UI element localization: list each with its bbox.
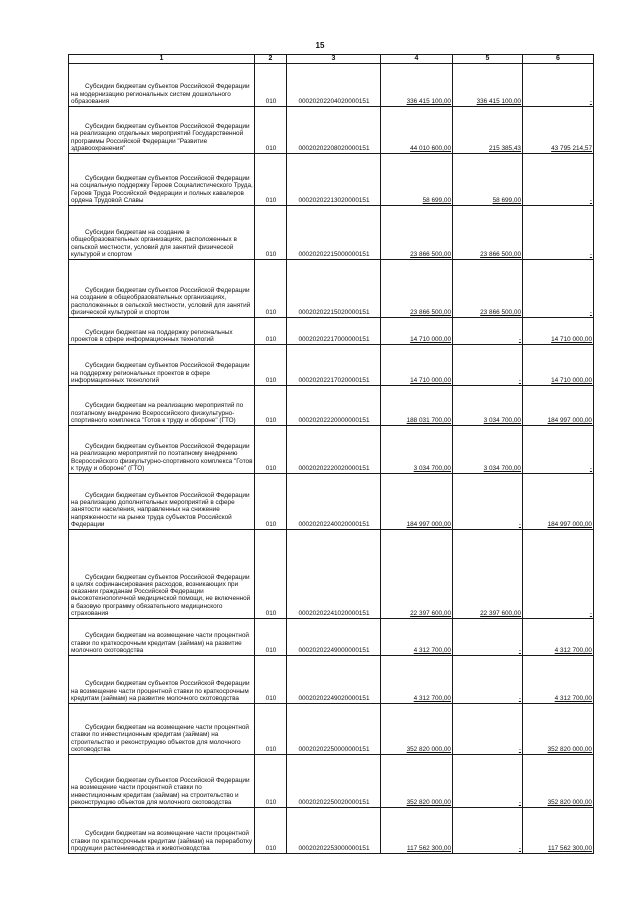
row-description-text: Субсидии бюджетам субъектов Российской Федерации на возмещение части процентной ставки по инвестиционным кредитам (займам) на строительство и реконструкцию объектов для молочного скотоводства bbox=[71, 777, 250, 806]
row-description-text: Субсидии бюджетам на поддержку региональных проектов в сфере информационных технологий bbox=[71, 328, 233, 343]
page-number: 15 bbox=[315, 41, 325, 50]
row-amount-col6-text: - bbox=[589, 308, 592, 316]
row-amount-col5 bbox=[453, 318, 523, 345]
row-amount-col5 bbox=[453, 386, 523, 426]
row-amount-col4 bbox=[381, 755, 453, 808]
table-row bbox=[69, 64, 594, 107]
column-header: 6 bbox=[523, 55, 594, 64]
row-budget-code: 00020202215020000151 bbox=[287, 260, 381, 318]
row-budget-code: 00020202241020000151 bbox=[287, 530, 381, 619]
row-amount-col5 bbox=[453, 704, 523, 755]
row-amount-col6-text: 117 562 300,00 bbox=[548, 844, 592, 852]
table-row bbox=[69, 426, 594, 474]
row-amount-col5 bbox=[453, 656, 523, 704]
row-amount-col4-text: 3 034 700,00 bbox=[413, 464, 451, 472]
row-budget-code: 00020202220000000151 bbox=[287, 386, 381, 426]
table-row bbox=[69, 345, 594, 386]
row-amount-col5 bbox=[453, 619, 523, 656]
row-amount-col5-text: - bbox=[518, 376, 521, 384]
table-row bbox=[69, 318, 594, 345]
row-amount-col4 bbox=[381, 107, 453, 154]
table-row bbox=[69, 474, 594, 530]
row-amount-col4-text: 58 699,00 bbox=[422, 196, 451, 204]
row-amount-col4 bbox=[381, 808, 453, 854]
row-line-code: 010 bbox=[255, 345, 287, 386]
row-description-text: Субсидии бюджетам субъектов Российской Федерации на модернизацию региональных систем дошкольного образования bbox=[71, 83, 250, 105]
row-amount-col5-text: - bbox=[518, 745, 521, 753]
row-description-text: Субсидии бюджетам субъектов Российской Федерации на поддержку региональных проектов в сфере информационных технологий bbox=[71, 362, 250, 384]
row-amount-col5-text: - bbox=[518, 646, 521, 654]
row-amount-col6-text: - bbox=[589, 196, 592, 204]
row-amount-col4 bbox=[381, 704, 453, 755]
row-line-code: 010 bbox=[255, 206, 287, 260]
column-header: 3 bbox=[287, 55, 381, 64]
row-amount-col4 bbox=[381, 656, 453, 704]
table-row bbox=[69, 206, 594, 260]
row-amount-col6-text: 352 820 000,00 bbox=[547, 745, 592, 753]
row-line-code: 010 bbox=[255, 260, 287, 318]
column-header: 2 bbox=[255, 55, 287, 64]
row-amount-col4 bbox=[381, 260, 453, 318]
row-amount-col6 bbox=[523, 808, 594, 854]
row-amount-col5 bbox=[453, 474, 523, 530]
row-amount-col6-text: 184 997 000,00 bbox=[547, 416, 592, 424]
table-row bbox=[69, 808, 594, 854]
row-description bbox=[69, 386, 255, 426]
row-amount-col5 bbox=[453, 260, 523, 318]
row-description-text: Субсидии бюджетам на возмещение части процентной ставки по инвестиционным кредитам (займам) на строительство и реконструкцию объектов для молочного скотоводства bbox=[71, 724, 249, 753]
row-amount-col5 bbox=[453, 345, 523, 386]
row-amount-col6 bbox=[523, 530, 594, 619]
row-amount-col4-text: 352 820 000,00 bbox=[406, 798, 451, 806]
row-description bbox=[69, 318, 255, 345]
row-budget-code: 00020202217000000151 bbox=[287, 318, 381, 345]
row-amount-col6 bbox=[523, 345, 594, 386]
row-amount-col5-text: 3 034 700,00 bbox=[483, 416, 521, 424]
row-description-text: Субсидии бюджетам субъектов Российской Федерации на реализацию отдельных мероприятий Государственной программы Российской Федерации "Развитие здравоохранения" bbox=[71, 123, 250, 152]
row-description bbox=[69, 808, 255, 854]
row-amount-col6-text: 14 710 000,00 bbox=[551, 376, 592, 384]
row-amount-col6 bbox=[523, 426, 594, 474]
column-header-row bbox=[69, 55, 594, 64]
row-amount-col6-text: - bbox=[589, 250, 592, 258]
row-amount-col4 bbox=[381, 345, 453, 386]
row-amount-col5-text: 58 699,00 bbox=[492, 196, 521, 204]
table-row bbox=[69, 107, 594, 154]
row-description-text: Субсидии бюджетам субъектов Российской Федерации на социальную поддержку Героев Социалистического Труда, Героев Труда Российской Федерации и полных кавалеров ордена Трудовой Славы bbox=[71, 175, 253, 204]
row-line-code: 010 bbox=[255, 619, 287, 656]
row-description bbox=[69, 656, 255, 704]
row-amount-col6 bbox=[523, 474, 594, 530]
table-row bbox=[69, 656, 594, 704]
row-amount-col4 bbox=[381, 318, 453, 345]
row-amount-col5-text: 23 866 500,00 bbox=[480, 308, 521, 316]
table-row bbox=[69, 704, 594, 755]
row-description-text: Субсидии бюджетам субъектов Российской Федерации на создание в общеобразовательных организациях, расположенных в сельской местности, условий для занятий физической культурой и спортом bbox=[71, 287, 251, 316]
row-amount-col5-text: 336 415 100,00 bbox=[476, 97, 521, 105]
row-amount-col4-text: 14 710 000,00 bbox=[410, 376, 451, 384]
row-line-code: 010 bbox=[255, 386, 287, 426]
row-amount-col4 bbox=[381, 530, 453, 619]
row-budget-code: 00020202217020000151 bbox=[287, 345, 381, 386]
row-amount-col5-text: - bbox=[518, 520, 521, 528]
row-amount-col4-text: 352 820 000,00 bbox=[406, 745, 451, 753]
row-budget-code: 00020202249000000151 bbox=[287, 619, 381, 656]
row-line-code: 010 bbox=[255, 426, 287, 474]
row-budget-code: 00020202240020000151 bbox=[287, 474, 381, 530]
row-budget-code: 00020202220020000151 bbox=[287, 426, 381, 474]
row-amount-col5-text: - bbox=[518, 844, 521, 852]
row-amount-col6 bbox=[523, 206, 594, 260]
row-amount-col4-text: 22 397 600,00 bbox=[410, 609, 451, 617]
row-line-code: 010 bbox=[255, 154, 287, 206]
row-budget-code: 00020202249020000151 bbox=[287, 656, 381, 704]
row-amount-col4 bbox=[381, 154, 453, 206]
row-amount-col5 bbox=[453, 107, 523, 154]
row-amount-col4-text: 44 010 600,00 bbox=[410, 144, 451, 152]
row-amount-col6-text: - bbox=[589, 97, 592, 105]
row-amount-col6 bbox=[523, 619, 594, 656]
row-line-code: 010 bbox=[255, 656, 287, 704]
row-amount-col6 bbox=[523, 318, 594, 345]
row-budget-code: 00020202253000000151 bbox=[287, 808, 381, 854]
row-amount-col6-text: 352 820 000,00 bbox=[547, 798, 592, 806]
row-description bbox=[69, 107, 255, 154]
row-description bbox=[69, 755, 255, 808]
row-amount-col6-text: 184 997 000,00 bbox=[547, 520, 592, 528]
row-amount-col4-text: 184 997 000,00 bbox=[406, 520, 451, 528]
row-amount-col5 bbox=[453, 154, 523, 206]
row-budget-code: 00020202213020000151 bbox=[287, 154, 381, 206]
row-amount-col4-text: 4 312 700,00 bbox=[413, 646, 451, 654]
row-description-text: Субсидии бюджетам на возмещение части процентной ставки по краткосрочным кредитам (займам) на развитие молочного скотоводства bbox=[71, 632, 249, 654]
row-amount-col6-text: 4 312 700,00 bbox=[554, 694, 592, 702]
row-amount-col5-text: - bbox=[518, 694, 521, 702]
row-amount-col6 bbox=[523, 107, 594, 154]
row-amount-col5-text: 215 385,43 bbox=[489, 144, 521, 152]
row-line-code: 010 bbox=[255, 755, 287, 808]
row-description bbox=[69, 704, 255, 755]
row-description-text: Субсидии бюджетам на создание в общеобразовательных организациях, расположенных в сельской местности, условий для занятий физической культурой и спортом bbox=[71, 229, 237, 258]
row-description bbox=[69, 345, 255, 386]
row-amount-col4-text: 188 031 700,00 bbox=[406, 416, 451, 424]
row-description bbox=[69, 530, 255, 619]
table-row bbox=[69, 755, 594, 808]
row-amount-col5 bbox=[453, 64, 523, 107]
row-amount-col5 bbox=[453, 808, 523, 854]
budget-table bbox=[68, 54, 594, 854]
row-amount-col4 bbox=[381, 426, 453, 474]
row-budget-code: 00020202215000000151 bbox=[287, 206, 381, 260]
row-description-text: Субсидии бюджетам субъектов Российской Федерации в целях софинансирования расходов, возникающих при оказании гражданам Российской Федерации высокотехнологичной медицинской помощи, не включенной в базовую программу обязательного медицинского страхования bbox=[71, 573, 251, 617]
row-amount-col4-text: 117 562 300,00 bbox=[407, 844, 451, 852]
row-line-code: 010 bbox=[255, 808, 287, 854]
row-line-code: 010 bbox=[255, 107, 287, 154]
table-row bbox=[69, 530, 594, 619]
row-amount-col6 bbox=[523, 656, 594, 704]
row-amount-col6 bbox=[523, 704, 594, 755]
row-description bbox=[69, 206, 255, 260]
row-line-code: 010 bbox=[255, 704, 287, 755]
row-amount-col4 bbox=[381, 64, 453, 107]
column-header: 1 bbox=[69, 55, 255, 64]
row-amount-col5-text: 22 397 600,00 bbox=[480, 609, 521, 617]
row-amount-col5 bbox=[453, 426, 523, 474]
row-budget-code: 00020202204020000151 bbox=[287, 64, 381, 107]
row-amount-col4 bbox=[381, 206, 453, 260]
row-amount-col5 bbox=[453, 206, 523, 260]
row-amount-col4-text: 23 866 500,00 bbox=[410, 308, 451, 316]
row-amount-col4-text: 336 415 100,00 bbox=[406, 97, 451, 105]
row-amount-col6-text: 4 312 700,00 bbox=[554, 646, 592, 654]
table-row bbox=[69, 386, 594, 426]
row-description-text: Субсидии бюджетам на реализацию мероприятий по поэтапному внедрению Всероссийского физкультурно-спортивного комплекса "Готов к труду и обороне" (ГТО) bbox=[71, 402, 244, 424]
row-line-code: 010 bbox=[255, 530, 287, 619]
row-description bbox=[69, 619, 255, 656]
row-budget-code: 00020202208020000151 bbox=[287, 107, 381, 154]
row-description-text: Субсидии бюджетам субъектов Российской Федерации на реализацию дополнительных мероприятий в сфере занятости населения, направленных на снижение напряженности на рынке труда субъектов Российской Федерации bbox=[71, 491, 250, 528]
row-amount-col6-text: - bbox=[589, 609, 592, 617]
row-amount-col5-text: 23 866 500,00 bbox=[480, 250, 521, 258]
row-description-text: Субсидии бюджетам на возмещение части процентной ставки по краткосрочным кредитам (займам) на переработку продукции растениеводства и животноводства bbox=[71, 830, 253, 852]
row-amount-col5-text: - bbox=[518, 335, 521, 343]
row-budget-code: 00020202250000000151 bbox=[287, 704, 381, 755]
row-amount-col4 bbox=[381, 619, 453, 656]
row-amount-col6-text: 43 795 214,57 bbox=[551, 144, 592, 152]
row-budget-code: 00020202250020000151 bbox=[287, 755, 381, 808]
row-amount-col4 bbox=[381, 474, 453, 530]
table-row bbox=[69, 619, 594, 656]
row-amount-col4-text: 23 866 500,00 bbox=[410, 250, 451, 258]
row-amount-col6 bbox=[523, 260, 594, 318]
table-row bbox=[69, 154, 594, 206]
row-line-code: 010 bbox=[255, 64, 287, 107]
column-header: 5 bbox=[453, 55, 523, 64]
row-amount-col6-text: - bbox=[589, 464, 592, 472]
row-description bbox=[69, 260, 255, 318]
row-description bbox=[69, 154, 255, 206]
row-description bbox=[69, 426, 255, 474]
row-amount-col6 bbox=[523, 64, 594, 107]
row-amount-col4-text: 4 312 700,00 bbox=[413, 694, 451, 702]
row-amount-col5 bbox=[453, 530, 523, 619]
row-description-text: Субсидии бюджетам субъектов Российской Федерации на возмещение части процентной ставки по краткосрочным кредитам (займам) на развитие молочного скотоводства bbox=[71, 680, 250, 702]
row-amount-col5-text: 3 034 700,00 bbox=[483, 464, 521, 472]
row-amount-col5 bbox=[453, 755, 523, 808]
row-line-code: 010 bbox=[255, 474, 287, 530]
column-header: 4 bbox=[381, 55, 453, 64]
row-line-code: 010 bbox=[255, 318, 287, 345]
row-description-text: Субсидии бюджетам субъектов Российской Федерации на реализацию мероприятий по поэтапному внедрению Всероссийского физкультурно-спортивного комплекса "Готов к труду и обороне" (ГТО) bbox=[71, 443, 253, 472]
row-amount-col6 bbox=[523, 755, 594, 808]
table-row bbox=[69, 260, 594, 318]
row-amount-col6-text: 14 710 000,00 bbox=[551, 335, 592, 343]
row-amount-col6 bbox=[523, 154, 594, 206]
row-description bbox=[69, 64, 255, 107]
row-amount-col4 bbox=[381, 386, 453, 426]
row-description bbox=[69, 474, 255, 530]
row-amount-col4-text: 14 710 000,00 bbox=[410, 335, 451, 343]
row-amount-col6 bbox=[523, 386, 594, 426]
row-amount-col5-text: - bbox=[518, 798, 521, 806]
